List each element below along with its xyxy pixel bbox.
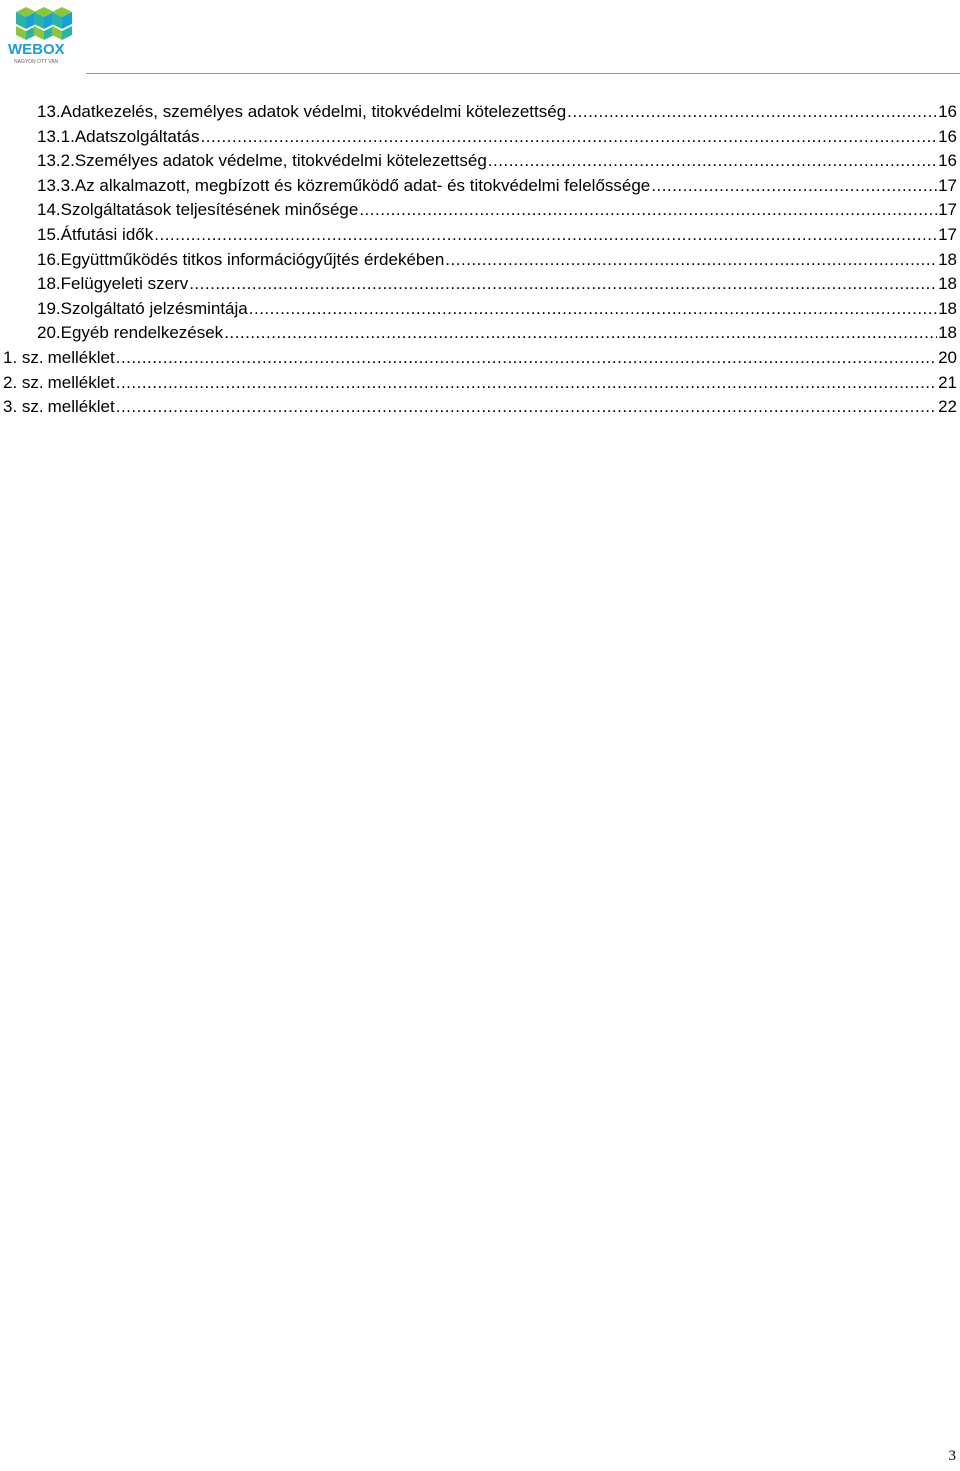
toc-entry-title: Adatkezelés, személyes adatok védelmi, titokvédelmi kötelezettség — [60, 102, 567, 121]
toc-entry[interactable] — [0, 100, 960, 125]
toc-entry-page: 18 — [938, 298, 957, 318]
toc-entry-number: 3. sz. — [3, 397, 44, 417]
toc-entry[interactable] — [0, 248, 960, 273]
toc-entry[interactable] — [0, 272, 960, 297]
toc-entry-title: Személyes adatok védelme, titokvédelmi kötelezettség — [74, 151, 487, 171]
toc-entry-title: Szolgáltatások teljesítésének minősége — [60, 200, 359, 220]
toc-entry-title: Együttműködés titkos információgyűjtés érdekében — [60, 249, 445, 269]
toc-entry-title: Az alkalmazott, megbízott és közreműködő adat- és titokvédelmi felelőssége — [74, 175, 651, 195]
toc-entry-number: 13.1. — [37, 126, 75, 146]
toc-entry[interactable] — [0, 198, 960, 223]
page-number: 3 — [948, 1448, 956, 1464]
toc-entry-page: 16 — [938, 151, 957, 171]
toc-entry-page: 18 — [938, 323, 957, 343]
toc-dot-leader — [116, 395, 937, 420]
toc-entry[interactable] — [0, 346, 960, 371]
toc-dot-leader — [116, 371, 937, 396]
toc-entry-title: Szolgáltató jelzésmintája — [60, 298, 248, 318]
toc-entry[interactable] — [0, 223, 960, 248]
toc-dot-leader — [567, 100, 937, 125]
toc-entry-number: 15. — [37, 224, 61, 244]
toc-entry-title: Egyéb rendelkezések — [60, 323, 224, 343]
toc-entry-page: 20 — [938, 347, 957, 367]
toc-entry-page: 17 — [938, 200, 957, 220]
toc-entry-title: melléklet — [47, 372, 115, 392]
toc-entry-number: 18. — [37, 274, 61, 294]
toc-entry-number: 2. sz. — [3, 372, 44, 392]
toc-entry-title: Felügyeleti szerv — [60, 274, 189, 294]
page-header — [0, 0, 960, 76]
toc-dot-leader — [445, 248, 937, 273]
toc-entry-page: 16 — [938, 102, 957, 121]
toc-entry[interactable] — [0, 125, 960, 150]
toc-entry[interactable] — [0, 321, 960, 346]
webox-logo — [6, 4, 82, 66]
toc-dot-leader — [249, 297, 937, 322]
toc-entry[interactable] — [0, 174, 960, 199]
toc-entry[interactable] — [0, 371, 960, 396]
toc-entry-title: Átfutási idők — [60, 224, 154, 244]
toc-entry[interactable] — [0, 297, 960, 322]
toc-entry-title: melléklet — [47, 347, 115, 367]
toc-dot-leader — [154, 223, 937, 248]
toc-dot-leader — [201, 125, 938, 150]
toc-entry-page: 17 — [938, 224, 957, 244]
header-rule — [86, 73, 960, 74]
toc-dot-leader — [651, 174, 937, 199]
toc-entry-page: 18 — [938, 274, 957, 294]
toc-entry-page: 18 — [938, 249, 957, 269]
toc-entry-number: 14. — [37, 200, 61, 220]
toc-entry-number: 20. — [37, 323, 61, 343]
logo-cubes-icon — [16, 7, 72, 40]
toc-entry[interactable] — [0, 149, 960, 174]
toc-dot-leader — [189, 272, 937, 297]
toc-dot-leader — [224, 321, 937, 346]
toc-entry-number: 13.3. — [37, 175, 75, 195]
toc-entry-page: 22 — [938, 397, 957, 417]
toc-dot-leader — [359, 198, 937, 223]
toc-dot-leader — [488, 149, 937, 174]
table-of-contents — [0, 100, 960, 420]
toc-entry-number: 1. sz. — [3, 347, 44, 367]
toc-entry-page: 16 — [938, 126, 957, 146]
toc-entry-title: Adatszolgáltatás — [74, 126, 200, 146]
toc-entry-page: 17 — [938, 175, 957, 195]
toc-entry-number: 13.2. — [37, 151, 75, 171]
toc-entry-title: melléklet — [47, 397, 115, 417]
toc-entry-page: 21 — [938, 372, 957, 392]
toc-dot-leader — [116, 346, 937, 371]
logo-wordmark: WEBOX — [8, 41, 65, 58]
toc-entry-number: 19. — [37, 298, 61, 318]
toc-entry[interactable] — [0, 395, 960, 420]
toc-entry-number: 16. — [37, 249, 61, 269]
logo-tagline: NAGYON OTT VAN — [14, 59, 59, 65]
toc-entry-number: 13. — [37, 102, 61, 121]
